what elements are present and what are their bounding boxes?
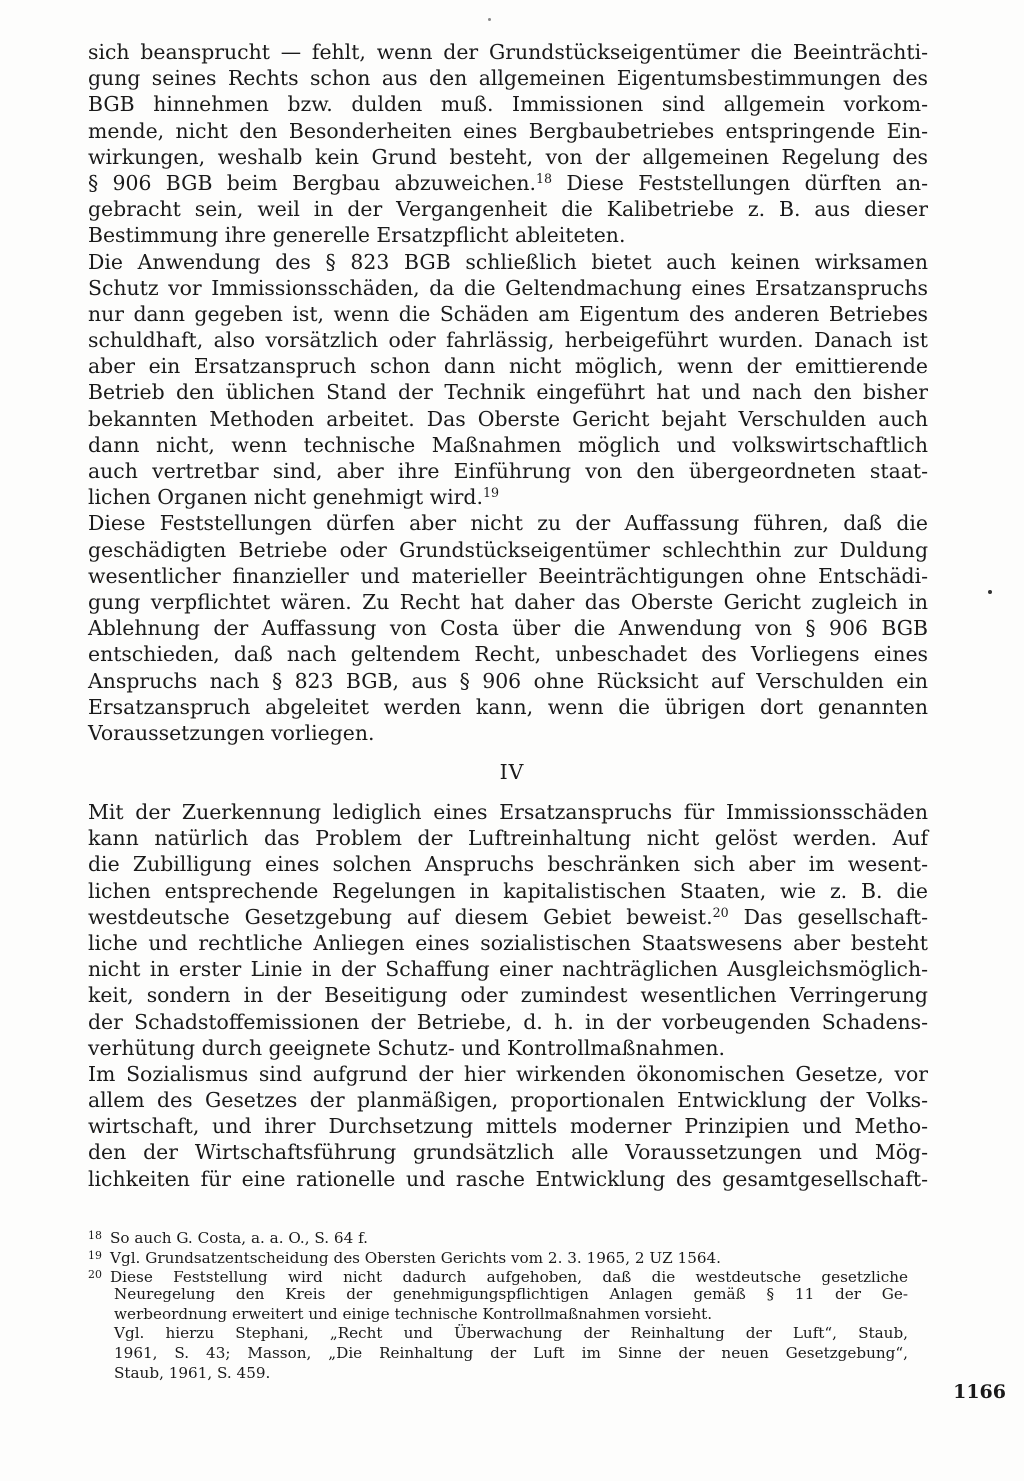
text-line: allem des Gesetzes der planmäßigen, proportionalen Entwicklung der Volks-	[88, 1088, 928, 1113]
text-line: Diese Feststellungen dürfen aber nicht zu der Auffassung führen, daß die	[88, 511, 928, 536]
section-iii-text	[88, 39, 928, 746]
text-fragment: lichen Organen nicht genehmigt wird.	[88, 485, 483, 510]
text-line: nicht in erster Linie in der Schaffung einer nachträglichen Ausgleichsmöglich-	[88, 957, 928, 982]
text-fragment: Das gesellschaft-	[728, 904, 928, 929]
text-line: Ersatzanspruch abgeleitet werden kann, wenn die übrigen dort genannten	[88, 694, 928, 719]
text-line: schuldhaft, also vorsätzlich oder fahrlässig, herbeigeführt wurden. Danach ist	[88, 328, 928, 353]
text-line: den der Wirtschaftsführung grundsätzlich alle Voraussetzungen und Mög-	[88, 1140, 928, 1165]
text-line: keit, sondern in der Beseitigung oder zumindest wesentlichen Verringerung	[88, 983, 928, 1008]
text-line: Anspruchs nach § 823 BGB, aus § 906 ohne Rücksicht auf Verschulden ein	[88, 668, 928, 693]
text-line: nur dann gegeben ist, wenn die Schäden am Eigentum des anderen Betriebes	[88, 301, 928, 326]
footnote-ref-19[interactable]: 19	[482, 485, 500, 501]
footnote-ref-20[interactable]: 20	[712, 904, 729, 920]
text-line: Betrieb den üblichen Stand der Technik eingeführt hat und nach den bisher	[88, 380, 928, 405]
footnote-20	[88, 1265, 908, 1285]
text-line: gung seines Rechts schon aus den allgemeinen Eigentumsbestimmungen des	[88, 66, 928, 91]
footnote-text: Vgl. Grundsatzentscheidung des Obersten Gerichts vom 2. 3. 1965, 2 UZ 1564.	[110, 1248, 722, 1267]
text-line: Die Anwendung des § 823 BGB schließlich bietet auch keinen wirksamen	[88, 249, 928, 274]
text-line-with-footnote-20	[88, 904, 928, 930]
text-fragment: § 906 BGB beim Bergbau abzuweichen.	[88, 170, 536, 195]
footnote-20-line: Vgl. hierzu Stephani, „Recht und Überwachung der Reinhaltung der Luft“, Staub,	[114, 1324, 908, 1343]
text-line: Schutz vor Immissionsschäden, da die Geltendmachung eines Ersatzanspruchs	[88, 275, 928, 300]
text-line: auch vertretbar sind, aber ihre Einführung von den übergeordneten staat-	[88, 459, 928, 483]
text-line: mende, nicht den Besonderheiten eines Bergbaubetriebes entspringende Ein-	[88, 118, 928, 143]
footnote-text: So auch G. Costa, a. a. O., S. 64 f.	[110, 1228, 368, 1247]
print-speck	[988, 590, 992, 594]
footnote-number: 20	[88, 1268, 102, 1282]
footnote-19	[88, 1246, 908, 1266]
footnote-20-line: 1961, S. 43; Masson, „Die Reinhaltung der Luft im Sinne der neuen Gesetzgebung“,	[114, 1344, 908, 1363]
text-line: gebracht sein, weil in der Vergangenheit die Kalibetriebe z. B. aus dieser	[88, 197, 928, 222]
text-line-with-footnote-19	[88, 484, 928, 510]
text-line: gung verpflichtet wären. Zu Recht hat daher das Oberste Gericht zugleich in	[88, 589, 928, 614]
section-iv-text	[88, 799, 928, 1192]
text-line: Bestimmung ihre generelle Ersatzpflicht ableiteten.	[88, 223, 626, 248]
text-line: wirtschaft, und ihrer Durchsetzung mittels moderner Prinzipien und Metho-	[88, 1114, 928, 1139]
footnote-ref-18[interactable]: 18	[535, 170, 553, 186]
footnote-text: Diese Feststellung wird nicht dadurch aufgehoben, daß die westdeutsche gesetzliche	[110, 1268, 908, 1287]
text-line: entschieden, daß nach geltendem Recht, unbeschadet des Vorliegens eines	[88, 642, 928, 667]
text-line-with-footnote-18	[88, 170, 928, 196]
text-line: die Zubilligung eines solchen Anspruchs beschränken sich aber im wesent-	[88, 852, 928, 877]
text-line: Im Sozialismus sind aufgrund der hier wirkenden ökonomischen Gesetze, vor	[88, 1061, 928, 1086]
text-line: wesentlicher finanzieller und materieller Beeinträchtigungen ohne Entschädi-	[88, 563, 928, 588]
text-line: Voraussetzungen vorliegen.	[88, 720, 375, 745]
section-heading-iv: IV	[499, 760, 525, 784]
footnotes	[88, 1226, 908, 1384]
text-line: lichkeiten für eine rationelle und rasche Entwicklung des gesamtgesellschaft-	[88, 1166, 928, 1191]
footnote-20-line: werbeordnung erweitert und einige technische Kontrollmaßnahmen vorsieht.	[114, 1304, 713, 1323]
footnote-number: 18	[88, 1229, 102, 1242]
text-line: BGB hinnehmen bzw. dulden muß. Immissionen sind allgemein vorkom-	[88, 92, 928, 117]
page-number: 1166	[953, 1381, 1006, 1403]
text-line: Ablehnung der Auffassung von Costa über die Anwendung von § 906 BGB	[88, 616, 928, 641]
footnote-20-line: Neuregelung den Kreis der genehmigungspflichtigen Anlagen gemäß § 11 der Ge-	[114, 1285, 908, 1304]
text-line: wirkungen, weshalb kein Grund besteht, von der allgemeinen Regelung des	[88, 144, 928, 169]
text-line: verhütung durch geeignete Schutz- und Kontrollmaßnahmen.	[88, 1035, 725, 1060]
text-line: Mit der Zuerkennung lediglich eines Ersatzanspruchs für Immissionsschäden	[88, 800, 928, 824]
text-line: sich beansprucht — fehlt, wenn der Grundstückseigentümer die Beeinträchti-	[88, 40, 928, 64]
text-line: lichen entsprechende Regelungen in kapitalistischen Staaten, wie z. B. die	[88, 878, 928, 903]
footnote-number: 19	[88, 1248, 102, 1262]
print-speck	[488, 18, 491, 21]
footnote-20-line: Staub, 1961, S. 459.	[114, 1363, 271, 1382]
text-line: liche und rechtliche Anliegen eines sozialistischen Staatswesens aber besteht	[88, 930, 928, 955]
text-line: aber ein Ersatzanspruch schon dann nicht möglich, wenn der emittierende	[88, 354, 928, 379]
text-line: der Schadstoffemissionen der Betriebe, d. h. in der vorbeugenden Schadens-	[88, 1009, 928, 1034]
text-fragment: Diese Feststellungen dürften an-	[552, 170, 928, 195]
text-fragment: westdeutsche Gesetzgebung auf diesem Gebiet beweist.	[88, 904, 713, 929]
text-line: bekannten Methoden arbeitet. Das Oberste Gericht bejaht Verschulden auch	[88, 406, 928, 431]
text-line: geschädigten Betriebe oder Grundstückseigentümer schlechthin zur Duldung	[88, 537, 928, 562]
text-line: dann nicht, wenn technische Maßnahmen möglich und volkswirtschaftlich	[88, 432, 928, 457]
footnote-18	[88, 1226, 908, 1246]
text-line: kann natürlich das Problem der Luftreinhaltung nicht gelöst werden. Auf	[88, 826, 928, 851]
